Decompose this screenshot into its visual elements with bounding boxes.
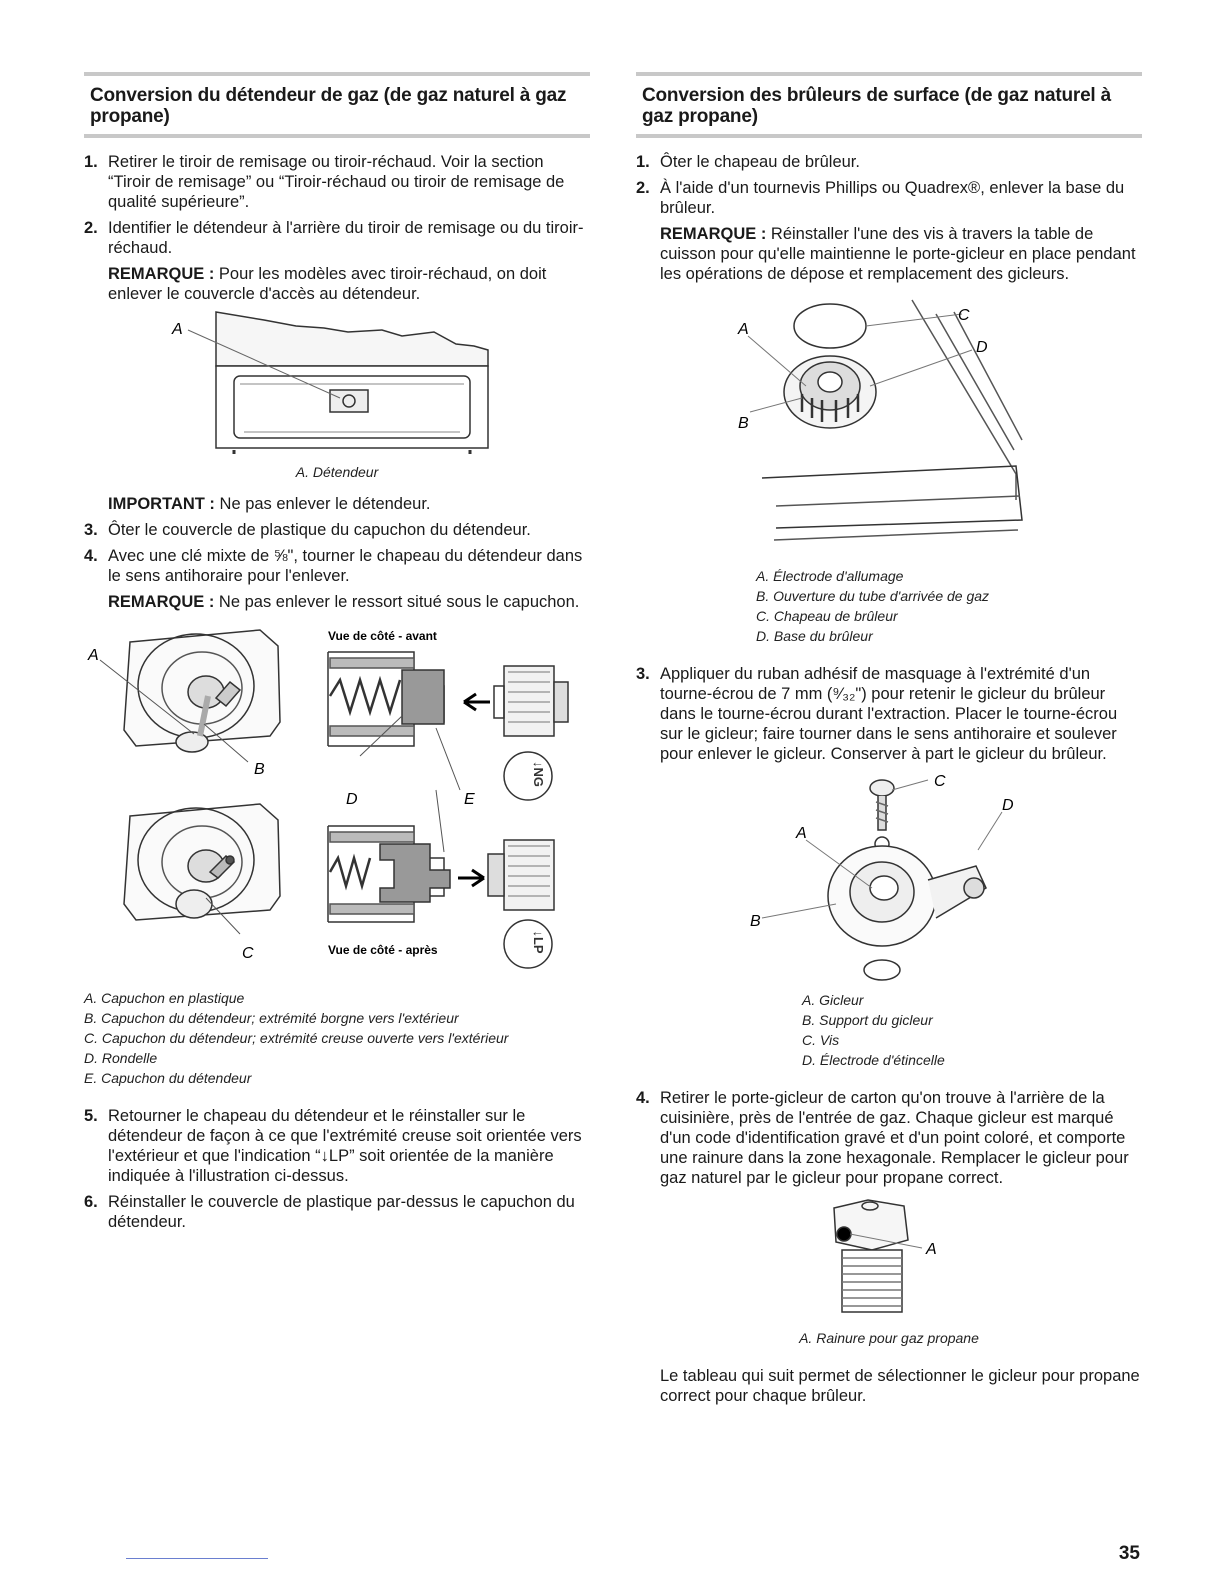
section-header-burners: [636, 72, 1142, 138]
note-text: Réinstaller l'une des vis à travers la table de cuisson pour qu'elle maintienne le porte-gicleur en place pendant les opérations de dépose et remplacement des gicleurs.: [660, 225, 1136, 283]
step-text: Identifier le détendeur à l'arrière du tiroir de remisage ou du tiroir-réchaud.: [108, 219, 584, 257]
caption-c: C. Capuchon du détendeur; extrémité creuse ouverte vers l'extérieur: [84, 1030, 509, 1046]
svg-text:↓LP: ↓LP: [531, 930, 546, 954]
label-c: C: [958, 307, 970, 324]
caption-d: D. Électrode d'étincelle: [802, 1052, 945, 1068]
left-column: [84, 72, 590, 1238]
label-a: A: [796, 825, 807, 842]
figure-caption: A. Rainure pour gaz propane: [799, 1330, 979, 1346]
section-header-regulator: [84, 72, 590, 138]
label-e: E: [464, 791, 475, 808]
step-number: 6.: [84, 1193, 98, 1211]
step-3: [636, 664, 1142, 764]
step-number: 4.: [636, 1089, 650, 1107]
caption-a: A. Capuchon en plastique: [84, 990, 245, 1006]
view-front-label: Vue de côté - avant: [328, 629, 437, 643]
label-c: C: [242, 945, 254, 962]
label-b: B: [254, 761, 265, 778]
figure-captions: [802, 990, 1142, 1070]
step-number: 3.: [84, 521, 98, 539]
step-number: 3.: [636, 665, 650, 683]
step-1: [84, 152, 590, 212]
footer-line: [126, 1558, 268, 1559]
step-5: [84, 1106, 590, 1186]
step-text: Retourner le chapeau du détendeur et le réinstaller sur le détendeur de façon à ce que l'extrémité creuse soit orientée vers l'extérieur et que l'indication “↓LP” soit orientée de la manière indiquée à l'illustration ci-dessus.: [108, 1107, 582, 1185]
label-a: A: [172, 321, 183, 338]
caption-e: E. Capuchon du détendeur: [84, 1070, 252, 1086]
figure-regulator-location: [84, 310, 590, 482]
step-number: 5.: [84, 1107, 98, 1125]
step-text: Appliquer du ruban adhésif de masquage à l'extrémité d'un tourne-écrou de 7 mm (⁹⁄₃₂") pour retenir le gicleur du brûleur dans le tourne-écrou durant l'extraction. Placer le tourne-écrou sur le gicleur; faire tourner dans le sens antihoraire et soulever pour enlever le gicleur. Conserver à part le gicleur du brûleur.: [660, 665, 1118, 763]
important-note: [108, 494, 590, 514]
step-4: [636, 1088, 1142, 1188]
step-text: À l'aide d'un tournevis Phillips ou Quadrex®, enlever la base du brûleur.: [660, 179, 1125, 217]
regulator-cap-illustration: [84, 626, 590, 980]
note-label: REMARQUE :: [108, 593, 215, 611]
section-title-regulator: Conversion du détendeur de gaz (de gaz naturel à gaz propane): [90, 85, 567, 127]
note-warming-drawer: [108, 264, 590, 304]
figure-regulator-cap: [84, 626, 590, 1088]
step-text: Réinstaller le couvercle de plastique par-dessus le capuchon du détendeur.: [108, 1193, 575, 1231]
figure-burner: [636, 290, 1142, 646]
step-number: 4.: [84, 547, 98, 565]
caption-d: D. Rondelle: [84, 1050, 158, 1066]
figure-caption: A. Détendeur: [295, 464, 379, 480]
label-a: A: [926, 1241, 937, 1258]
step-3: [84, 520, 590, 540]
step-text: Ôter le chapeau de brûleur.: [660, 153, 860, 171]
step-text: Retirer le tiroir de remisage ou tiroir-réchaud. Voir la section “Tiroir de remisage” ou “Tiroir-réchaud ou tiroir de remisage de qualité supérieure”.: [108, 153, 565, 211]
caption-b: B. Capuchon du détendeur; extrémité borgne vers l'extérieur: [84, 1010, 459, 1026]
step-text: Avec une clé mixte de ⅝", tourner le chapeau du détendeur dans le sens antihoraire pour l'enlever.: [108, 547, 583, 585]
step-number: 2.: [84, 219, 98, 237]
note-label: REMARQUE :: [108, 265, 215, 283]
orifice-illustration: [636, 770, 1142, 990]
figure-lp-groove: [636, 1196, 1142, 1348]
label-c: C: [934, 773, 946, 790]
step-text: Retirer le porte-gicleur de carton qu'on trouve à l'arrière de la cuisinière, près de l'entrée de gaz. Chaque gicleur est marqué d'un code d'identification gravé et d'un point coloré, et comporte une rainure dans la zone hexagonale. Remplacer le gicleur pour gaz naturel par le gicleur pour propane correct.: [660, 1089, 1129, 1187]
caption-d: D. Base du brûleur: [756, 628, 873, 644]
step-1: [636, 152, 1142, 172]
burner-illustration: [636, 290, 1142, 566]
lp-orifice-illustration: [636, 1196, 1142, 1324]
drawer-illustration: [84, 310, 590, 460]
step-text: Ôter le couvercle de plastique du capuchon du détendeur.: [108, 521, 531, 539]
important-label: IMPORTANT :: [108, 495, 215, 513]
step-number: 2.: [636, 179, 650, 197]
label-a: A: [738, 321, 749, 338]
caption-b: B. Ouverture du tube d'arrivée de gaz: [756, 588, 990, 604]
section-title-burners: Conversion des brûleurs de surface (de gaz naturel à gaz propane): [642, 85, 1111, 127]
svg-text:↓NG: ↓NG: [531, 761, 546, 787]
note-text: Pour les modèles avec tiroir-réchaud, on doit enlever le couvercle d'accès au détendeur.: [108, 265, 547, 303]
label-d: D: [346, 791, 358, 808]
step-2: [636, 178, 1142, 218]
caption-c: C. Chapeau de brûleur: [756, 608, 898, 624]
figure-orifice: [636, 770, 1142, 1070]
step-2: [84, 218, 590, 258]
figure-captions: [84, 988, 590, 1088]
right-column: [636, 72, 1142, 1412]
important-text: Ne pas enlever le détendeur.: [214, 495, 431, 513]
caption-b: B. Support du gicleur: [802, 1012, 933, 1028]
label-d: D: [1002, 797, 1014, 814]
step-6: [84, 1192, 590, 1232]
page-number: 35: [1118, 1543, 1140, 1564]
step-number: 1.: [84, 153, 98, 171]
note-screw: [660, 224, 1142, 284]
note-spring: [108, 592, 590, 612]
label-b: B: [738, 415, 749, 432]
caption-a: A. Électrode d'allumage: [756, 568, 904, 584]
label-d: D: [976, 339, 988, 356]
note-text: Ne pas enlever le ressort situé sous le capuchon.: [214, 593, 580, 611]
final-paragraph: Le tableau qui suit permet de sélectionner le gicleur pour propane correct pour chaque brûleur.: [660, 1367, 1140, 1405]
caption-c: C. Vis: [802, 1032, 840, 1048]
figure-captions: [756, 566, 1142, 646]
label-a: A: [88, 647, 99, 664]
view-after-label: Vue de côté - après: [328, 943, 438, 957]
step-number: 1.: [636, 153, 650, 171]
step-4: [84, 546, 590, 586]
label-b: B: [750, 913, 761, 930]
caption-a: A. Gicleur: [802, 992, 864, 1008]
note-label: REMARQUE :: [660, 225, 767, 243]
